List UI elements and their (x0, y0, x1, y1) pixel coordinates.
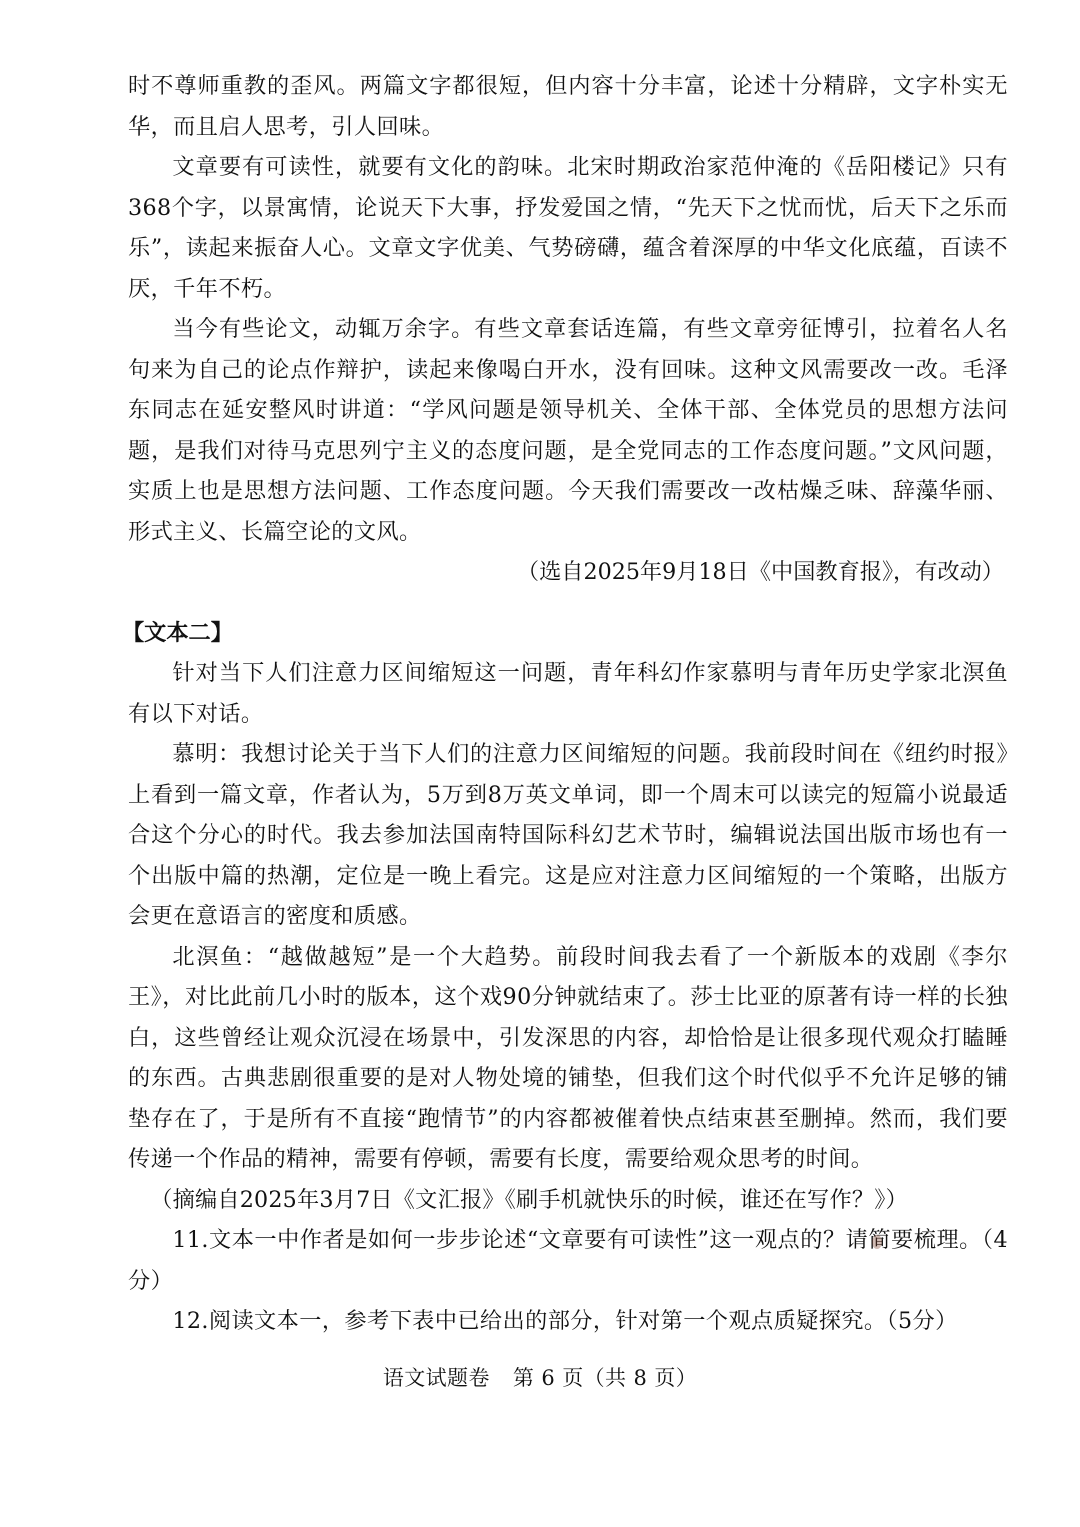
question-12: 12.阅读文本一，参考下表中已给出的部分，针对第一个观点质疑探究。（5分） (172, 1308, 958, 1334)
text2-heading: 【文本二】 (122, 619, 233, 646)
footer-subject: 语文试题卷 (382, 1366, 490, 1390)
question-11: 11.文本一中作者是如何一步步论述“文章要有可读性”这一观点的？请简要梳理。（4分） (128, 1227, 1008, 1294)
page-footer (0, 1362, 1080, 1392)
footer-page-number: 第 6 页（共 8 页） (512, 1366, 698, 1390)
text1-source: （选自2025年9月18日《中国教育报》，有改动） (516, 559, 1004, 585)
text1-paragraph-1: 时不尊师重教的歪风。两篇文字都很短，但内容十分丰富，论述十分精辟，文字朴实无华，而且启人思考，引人回味。 (128, 73, 1008, 140)
text2-paragraph-1: 针对当下人们注意力区间缩短这一问题，青年科幻作家慕明与青年历史学家北溟鱼有以下对话。 (128, 660, 1008, 727)
text-column (122, 66, 1008, 1342)
text1-paragraph-2: 文章要有可读性，就要有文化的韵味。北宋时期政治家范仲淹的《岳阳楼记》只有368个字，以景寓情，论说天下大事，抒发爱国之情，“先天下之忧而忧，后天下之乐而乐”，读起来振奋人心。文章文字优美、气势磅礴，蕴含着深厚的中华文化底蕴，百读不厌，千年不朽。 (128, 154, 1008, 302)
text2-source: （摘编自2025年3月7日《文汇报》《刷手机就快乐的时候，谁还在写作？》） (150, 1186, 908, 1213)
text2-paragraph-2: 慕明：我想讨论关于当下人们的注意力区间缩短的问题。我前段时间在《纽约时报》上看到一篇文章，作者认为，5万到8万英文单词，即一个周末可以读完的短篇小说最适合这个分心的时代。我去参加法国南特国际科幻艺术节时，编辑说法国出版市场也有一个出版中篇的热潮，定位是一晚上看完。这是应对注意力区间缩短的一个策略，出版方会更在意语言的密度和质感。 (128, 741, 1008, 929)
text2-paragraph-3: 北溟鱼：“越做越短”是一个大趋势。前段时间我去看了一个新版本的戏剧《李尔王》，对比此前几小时的版本，这个戏90分钟就结束了。莎士比亚的原著有诗一样的长独白，这些曾经让观众沉浸在场景中，引发深思的内容，却恰恰是让很多现代观众打瞌睡的东西。古典悲剧很重要的是对人物处境的铺垫，但我们这个时代似乎不允许足够的铺垫存在了，于是所有不直接“跑情节”的内容都被催着快点结束甚至删掉。然而，我们要传递一个作品的精神，需要有停顿，需要有长度，需要给观众思考的时间。 (128, 943, 1008, 1172)
ink-smudge (872, 1235, 882, 1249)
text1-paragraph-3: 当今有些论文，动辄万余字。有些文章套话连篇，有些文章旁征博引，拉着名人名句来为自己的论点作辩护，读起来像喝白开水，没有回味。这种文风需要改一改。毛泽东同志在延安整风时讲道：“学风问题是领导机关、全体干部、全体党员的思想方法问题，是我们对待马克思列宁主义的态度问题，是全党同志的工作态度问题。”文风问题，实质上也是思想方法问题、工作态度问题。今天我们需要改一改枯燥乏味、辞藻华丽、形式主义、长篇空论的文风。 (128, 316, 1008, 545)
